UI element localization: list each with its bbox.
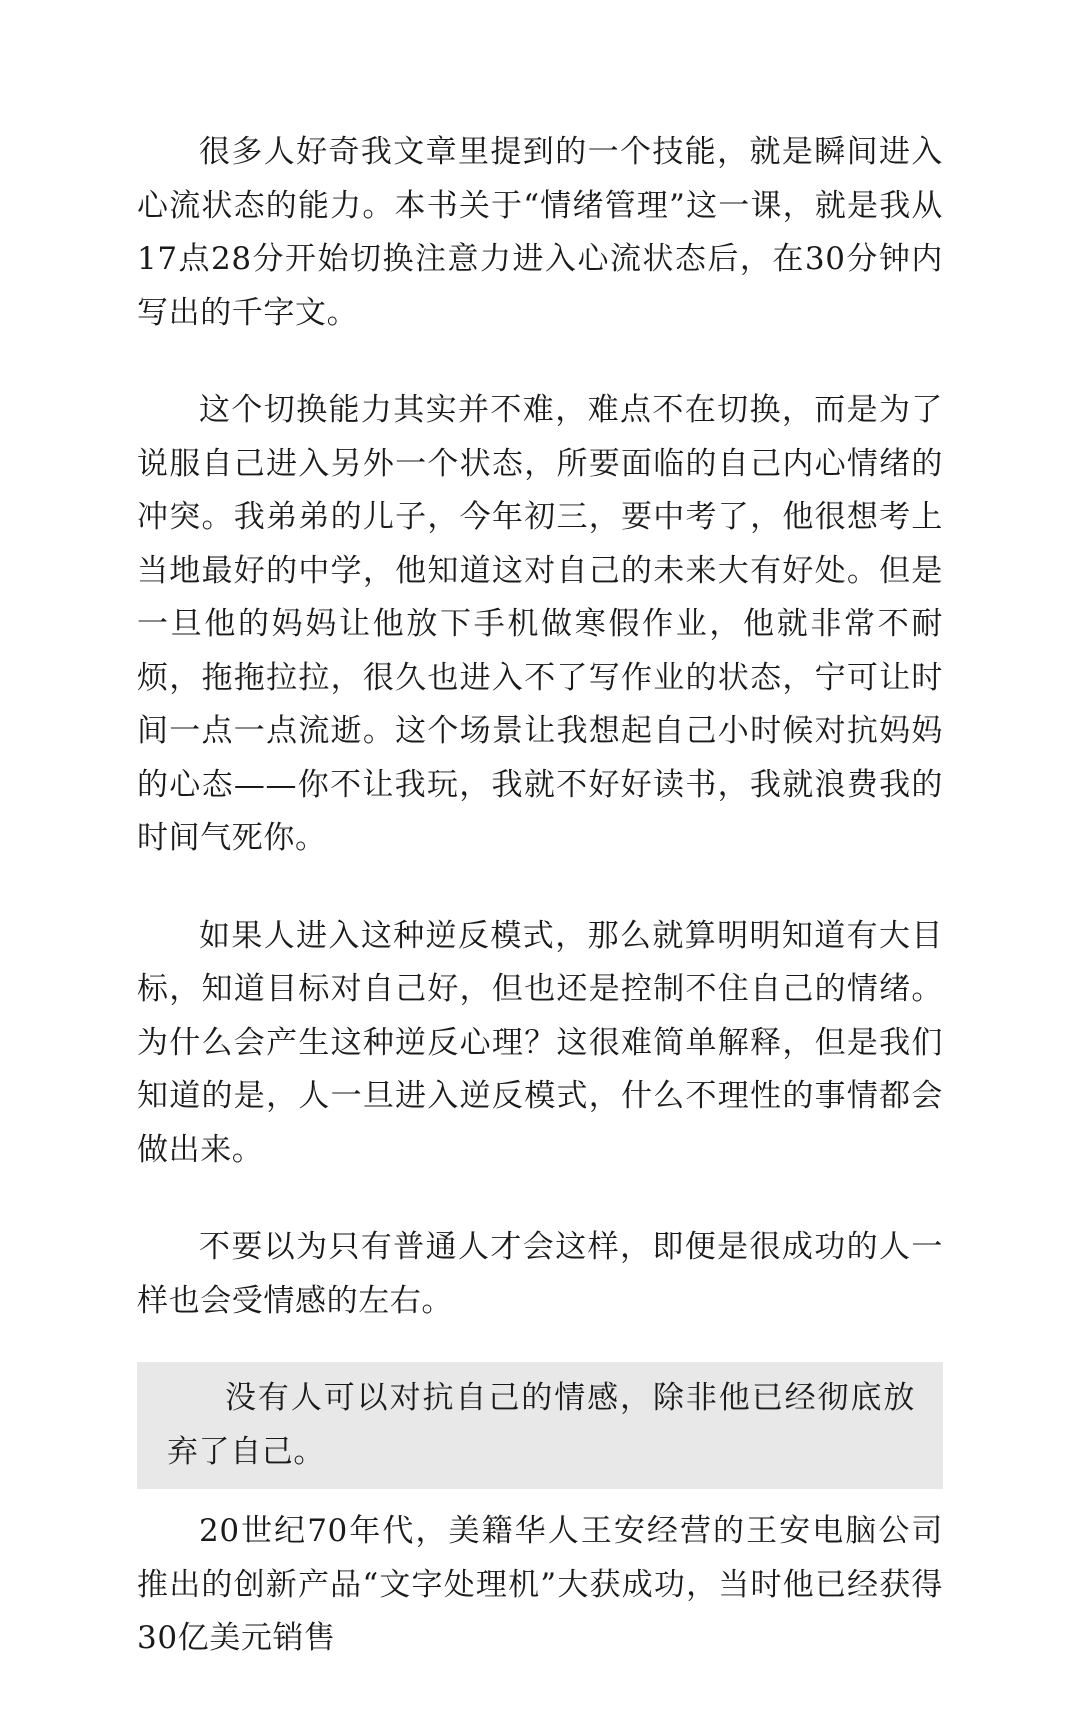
paragraph-flow-state: 很多人好奇我文章里提到的一个技能，就是瞬间进入心流状态的能力。本书关于“情绪管理”这一课，就是我从17点28分开始切换注意力进入心流状态后，在30分钟内写出的千字文。 <box>137 134 943 331</box>
paragraph-successful-people: 不要以为只有普通人才会这样，即便是很成功的人一样也会受情感的左右。 <box>137 1229 943 1319</box>
highlighted-quote <box>137 1362 943 1489</box>
quote-text: 没有人可以对抗自己的情感，除非他已经彻底放弃了自己。 <box>167 1380 915 1470</box>
paragraph-rebellion-mode: 如果人进入这种逆反模式，那么就算明明知道有大目标，知道目标对自己好，但也还是控制不住自己的情绪。为什么会产生这种逆反心理？这很难简单解释，但是我们知道的是，人一旦进入逆反模式，什么不理性的事情都会做出来。 <box>137 917 943 1168</box>
article-body <box>137 126 943 1710</box>
paragraph-emotional-conflict: 这个切换能力其实并不难，难点不在切换，而是为了说服自己进入另外一个状态，所要面临的自己内心情绪的冲突。我弟弟的儿子，今年初三，要中考了，他很想考上当地最好的中学，他知道这对自己的未来大有好处。但是一旦他的妈妈让他放下手机做寒假作业，他就非常不耐烦，拖拖拉拉，很久也进入不了写作业的状态，宁可让时间一点一点流逝。这个场景让我想起自己小时候对抗妈妈的心态——你不让我玩，我就不好好读书，我就浪费我的时间气死你。 <box>137 392 943 856</box>
paragraph-wang-an: 20世纪70年代，美籍华人王安经营的王安电脑公司推出的创新产品“文字处理机”大获成功，当时他已经获得30亿美元销售 <box>137 1513 943 1656</box>
